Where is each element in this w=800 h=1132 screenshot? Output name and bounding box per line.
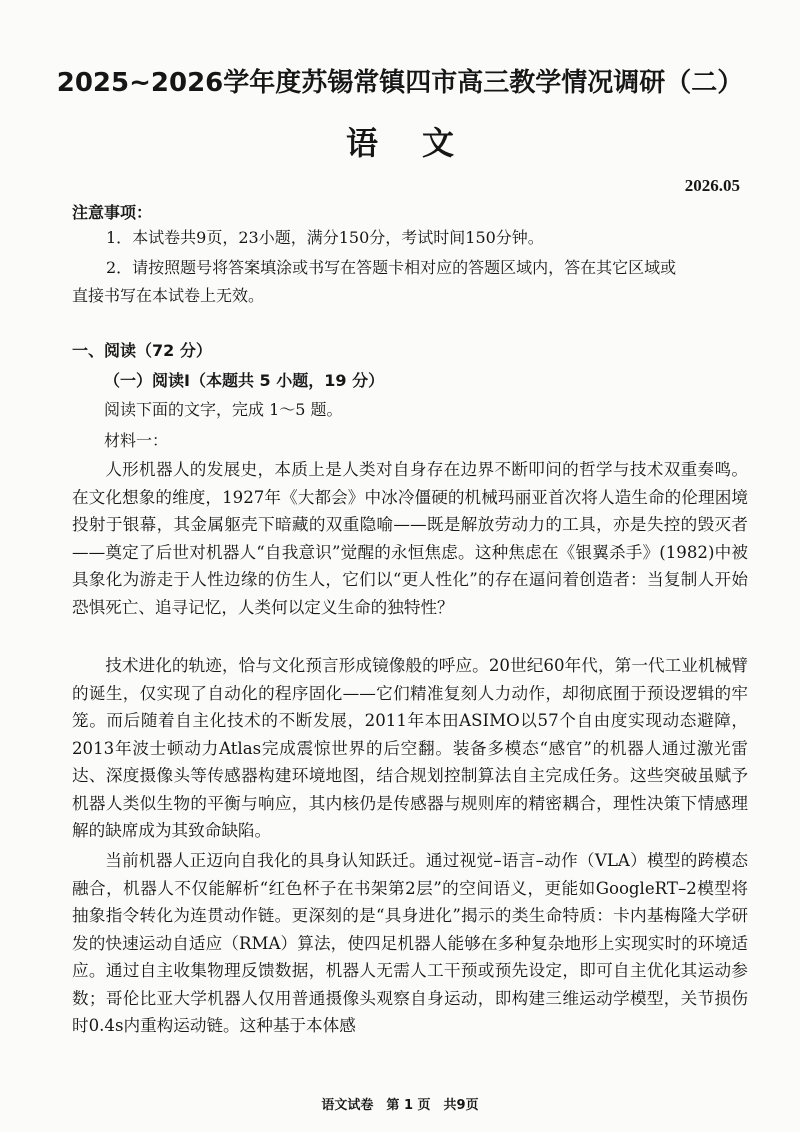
subsection-heading: （一）阅读Ⅰ（本题共 5 小题，19 分）: [104, 371, 385, 390]
material-label: 材料一：: [104, 431, 169, 450]
notice-item-2-line-2: 直接书写在本试卷上无效。: [72, 286, 265, 305]
notice-item-1: 1．本试卷共9页，23小题，满分150分，考试时间150分钟。: [106, 228, 544, 247]
paragraph-1: 人形机器人的发展史，本质上是人类对自身存在边界不断叩问的哲学与技术双重奏鸣。在文化想象的维度，1927年《大都会》中冰冷僵硬的机械玛丽亚首次将人造生命的伦理困境投射于银幕，其金属躯壳下暗藏的双重隐喻——既是解放劳动力的工具，亦是失控的毁灭者——奠定了后世对机器人“自我意识”觉醒的永恒焦虑。这种焦虑在《银翼杀手》(1982)中被具象化为游走于人性边缘的仿生人，它们以“更人性化”的存在逼问着创造者：当复制人开始恐惧死亡、追寻记忆，人类何以定义生命的独特性？: [72, 460, 748, 617]
subject-title: 语文: [345, 124, 498, 162]
exam-title: 2025~2026学年度苏锡常镇四市高三教学情况调研（二）: [56, 68, 744, 98]
reading-instruction: 阅读下面的文字，完成 1～5 题。: [104, 400, 343, 419]
exam-date: 2026.05: [684, 176, 740, 195]
page-footer: 语文试卷 第 1 页 共9页: [321, 1098, 479, 1113]
notice-item-2-line-1: 2．请按照题号将答案填涂或书写在答题卡相对应的答题区域内，答在其它区域或: [106, 258, 677, 277]
paragraph-2: 技术进化的轨迹，恰与文化预言形成镜像般的呼应。20世纪60年代，第一代工业机械臂的诞生，仅实现了自动化的程序固化——它们精准复刻人力动作，却彻底囿于预设逻辑的牢笼。而后随着自主化技术的不断发展，2011年本田ASIMO以57个自由度实现动态避障，2013年波士顿动力Atlas完成震惊世界的后空翻。装备多模态“感官”的机器人通过激光雷达、深度摄像头等传感器构建环境地图，结合规划控制算法自主完成任务。这些突破虽赋予机器人类似生物的平衡与响应，其内核仍是传感器与规则库的精密耦合，理性决策下情感理解的缺席成为其致命缺陷。: [72, 656, 748, 840]
section-heading: 一、阅读（72 分）: [72, 341, 212, 360]
paragraph-3: 当前机器人正迈向自我化的具身认知跃迁。通过视觉–语言–动作（VLA）模型的跨模态融合，机器人不仅能解析“红色杯子在书架第2层”的空间语义，更能如GoogleRT–2模型将抽象指令转化为连贯动作链。更深刻的是“具身进化”揭示的类生命特质：卡内基梅隆大学研发的快速运动自适应（RMA）算法，使四足机器人能够在多种复杂地形上实现实时的环境适应。通过自主收集物理反馈数据，机器人无需人工干预或预先设定，即可自主优化其运动参数；哥伦比亚大学机器人仅用普通摄像头观察自身运动，即构建三维运动学模型，关节损伤时0.4s内重构运动链。这种基于本体感: [72, 851, 748, 1035]
notice-heading: 注意事项：: [72, 203, 153, 222]
